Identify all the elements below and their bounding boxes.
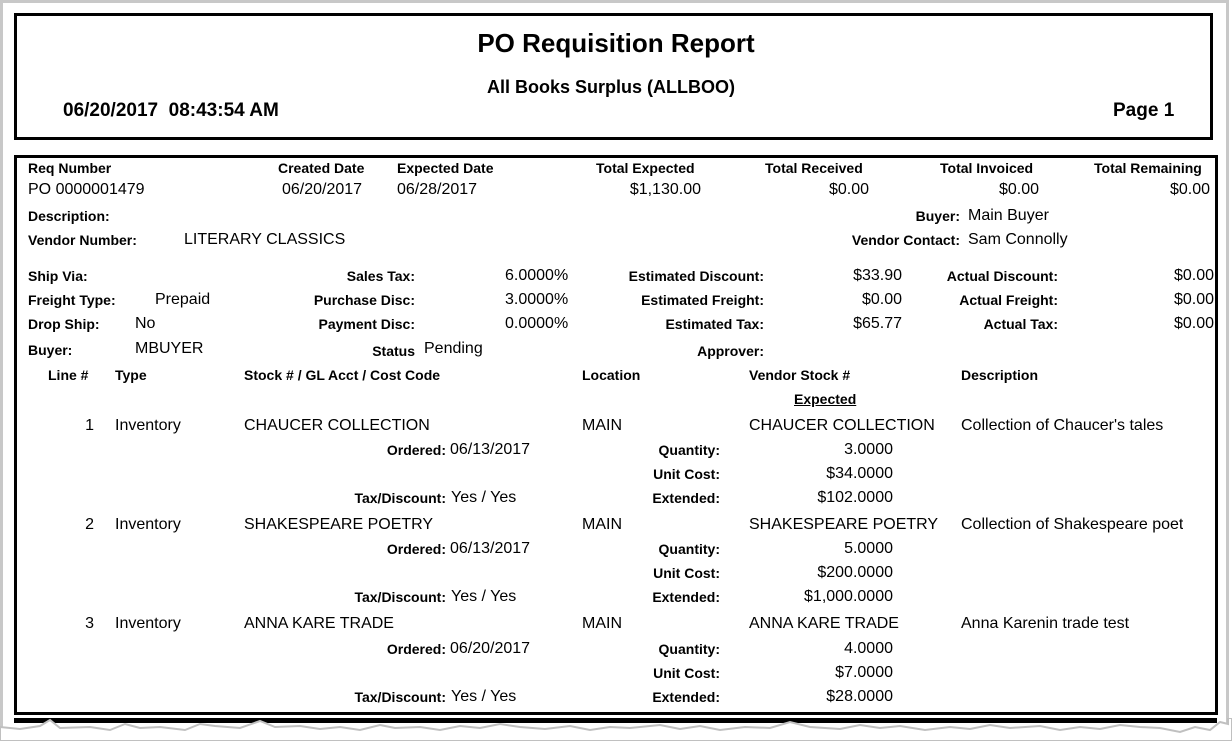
act-tax-label: Actual Tax:	[983, 316, 1058, 332]
tax-discount-label: Tax/Discount:	[354, 689, 446, 705]
ordered-label: Ordered:	[386, 641, 446, 657]
unit-cost-label: Unit Cost:	[653, 565, 720, 581]
total-received-label: Total Received	[765, 160, 863, 176]
company-name: All Books Surplus (ALLBOO)	[486, 77, 735, 97]
line-ordered: 06/13/2017	[450, 441, 531, 458]
quantity-label: Quantity:	[658, 641, 720, 657]
line-stock: ANNA KARE TRADE	[244, 615, 394, 632]
line-tax-discount: Yes / Yes	[451, 588, 517, 605]
line-type: Inventory	[115, 615, 181, 632]
line-stock: SHAKESPEARE POETRY	[244, 516, 434, 533]
total-expected: $1,130.00	[629, 181, 701, 198]
total-invoiced: $0.00	[998, 181, 1039, 198]
line-description: Anna Karenin trade test	[961, 615, 1130, 632]
req-number-label: Req Number	[28, 160, 112, 176]
col-vendor-stock: Vendor Stock #	[749, 367, 851, 383]
extended-label: Extended:	[652, 490, 720, 506]
total-remaining-label: Total Remaining	[1094, 160, 1202, 176]
total-invoiced-label: Total Invoiced	[940, 160, 1034, 176]
est-tax: $65.77	[853, 315, 902, 332]
line-number: 2	[85, 516, 94, 533]
expected-date-label: Expected Date	[397, 160, 494, 176]
line-location: MAIN	[582, 516, 622, 533]
line-vendor-stock: SHAKESPEARE POETRY	[749, 516, 939, 533]
line-unit-cost: $34.0000	[826, 465, 893, 482]
sales-tax-label: Sales Tax:	[346, 268, 415, 284]
line-number: 1	[85, 417, 94, 434]
purchase-disc-label: Purchase Disc:	[313, 292, 415, 308]
payment-disc-label: Payment Disc:	[318, 316, 415, 332]
line-description: Collection of Shakespeare poet	[961, 516, 1183, 533]
est-freight: $0.00	[861, 291, 902, 308]
quantity-label: Quantity:	[658, 442, 720, 458]
buyer-code-label: Buyer:	[28, 342, 73, 358]
torn-edge-icon	[0, 718, 1232, 741]
total-remaining: $0.00	[1169, 181, 1210, 198]
tax-discount-label: Tax/Discount:	[354, 490, 446, 506]
line-extended: $28.0000	[826, 688, 893, 705]
line-location: MAIN	[582, 615, 622, 632]
col-line: Line #	[48, 367, 89, 383]
req-number: PO 0000001479	[28, 181, 145, 198]
buyer-name-label: Buyer:	[915, 208, 960, 224]
act-discount: $0.00	[1173, 267, 1214, 284]
page-number: Page 1	[1113, 100, 1175, 121]
line-extended: $1,000.0000	[804, 588, 893, 605]
status-label: Status	[372, 343, 415, 359]
line-vendor-stock: CHAUCER COLLECTION	[749, 417, 935, 434]
vendor-number-label: Vendor Number:	[28, 232, 137, 248]
status-value: Pending	[424, 340, 483, 357]
line-unit-cost: $7.0000	[835, 664, 893, 681]
est-freight-label: Estimated Freight:	[641, 292, 764, 308]
tax-discount-label: Tax/Discount:	[354, 589, 446, 605]
expected-date: 06/28/2017	[397, 181, 478, 198]
line-location: MAIN	[582, 417, 622, 434]
buyer-code: MBUYER	[135, 340, 204, 357]
vendor-contact: Sam Connolly	[968, 231, 1068, 248]
est-tax-label: Estimated Tax:	[665, 316, 764, 332]
line-tax-discount: Yes / Yes	[451, 688, 517, 705]
line-ordered: 06/13/2017	[450, 540, 531, 557]
col-type: Type	[115, 367, 147, 383]
line-ordered: 06/20/2017	[450, 640, 531, 657]
line-quantity: 5.0000	[844, 540, 893, 557]
report-title: PO Requisition Report	[477, 28, 755, 58]
unit-cost-label: Unit Cost:	[653, 665, 720, 681]
vendor-contact-label: Vendor Contact:	[851, 232, 960, 248]
total-received: $0.00	[828, 181, 869, 198]
line-type: Inventory	[115, 417, 181, 434]
buyer-name: Main Buyer	[968, 207, 1049, 224]
ordered-label: Ordered:	[386, 442, 446, 458]
line-description: Collection of Chaucer's tales	[961, 417, 1164, 434]
unit-cost-label: Unit Cost:	[653, 466, 720, 482]
line-vendor-stock: ANNA KARE TRADE	[749, 615, 899, 632]
ordered-label: Ordered:	[386, 541, 446, 557]
est-discount: $33.90	[853, 267, 902, 284]
extended-label: Extended:	[652, 689, 720, 705]
col-stock: Stock # / GL Acct / Cost Code	[244, 367, 441, 383]
drop-ship: No	[135, 315, 156, 332]
line-type: Inventory	[115, 516, 181, 533]
approver-label: Approver:	[697, 343, 764, 359]
line-stock: CHAUCER COLLECTION	[244, 417, 430, 434]
line-number: 3	[85, 615, 94, 632]
act-tax: $0.00	[1173, 315, 1214, 332]
col-location: Location	[582, 367, 641, 383]
total-expected-label: Total Expected	[596, 160, 695, 176]
line-unit-cost: $200.0000	[817, 564, 893, 581]
line-extended: $102.0000	[817, 489, 893, 506]
description-label: Description:	[28, 208, 110, 224]
line-tax-discount: Yes / Yes	[451, 489, 517, 506]
quantity-label: Quantity:	[658, 541, 720, 557]
freight-type: Prepaid	[155, 291, 211, 308]
act-discount-label: Actual Discount:	[946, 268, 1058, 284]
created-date-label: Created Date	[278, 160, 365, 176]
purchase-disc: 3.0000%	[505, 291, 569, 308]
extended-label: Extended:	[652, 589, 720, 605]
vendor-number: LITERARY CLASSICS	[184, 231, 346, 248]
act-freight: $0.00	[1173, 291, 1214, 308]
line-quantity: 3.0000	[844, 441, 893, 458]
freight-type-label: Freight Type:	[28, 292, 116, 308]
col-description: Description	[961, 367, 1039, 383]
est-discount-label: Estimated Discount:	[628, 268, 764, 284]
report-datetime: 06/20/2017 08:43:54 AM	[63, 100, 279, 121]
created-date: 06/20/2017	[282, 181, 363, 198]
line-quantity: 4.0000	[844, 640, 893, 657]
payment-disc: 0.0000%	[505, 315, 569, 332]
col-expected: Expected	[794, 391, 857, 407]
drop-ship-label: Drop Ship:	[28, 316, 100, 332]
sales-tax: 6.0000%	[505, 267, 569, 284]
act-freight-label: Actual Freight:	[959, 292, 1058, 308]
ship-via-label: Ship Via:	[28, 268, 88, 284]
